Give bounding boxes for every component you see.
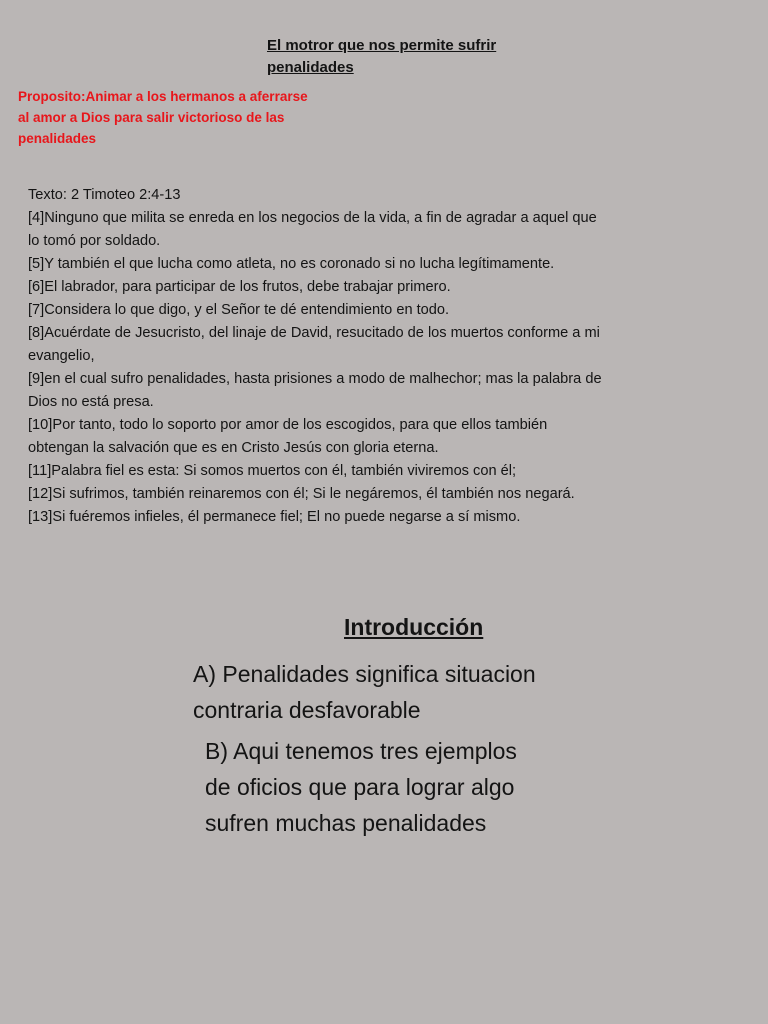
intro-point-line: A) Penalidades significa situacion [193, 661, 536, 687]
intro-point-line: de oficios que para lograr algo [205, 774, 515, 800]
verse-line: lo tomó por soldado. [28, 233, 161, 249]
verse-line: [12]Si sufrimos, también reinaremos con él; Si le negáremos, él también nos negará. [28, 486, 575, 502]
verse-line: [11]Palabra fiel es esta: Si somos muertos con él, también viviremos con él; [28, 463, 517, 479]
intro-point-line: sufren muchas penalidades [205, 810, 487, 836]
purpose-line: penalidades [18, 131, 97, 146]
verse-line: [13]Si fuéremos infieles, él permanece fiel; El no puede negarse a sí mismo. [28, 509, 521, 525]
intro-point-line: B) Aqui tenemos tres ejemplos [205, 738, 517, 764]
verse-line: [10]Por tanto, todo lo soporto por amor de los escogidos, para que ellos también [28, 417, 548, 433]
verse-line: [8]Acuérdate de Jesucristo, del linaje de David, resucitado de los muertos conforme a mi [28, 325, 600, 341]
verse-line: obtengan la salvación que es en Cristo Jesús con gloria eterna. [28, 440, 439, 456]
intro-point-line: contraria desfavorable [193, 697, 421, 723]
purpose-line: al amor a Dios para salir victorioso de las [18, 110, 285, 125]
verse-line: [6]El labrador, para participar de los frutos, debe trabajar primero. [28, 279, 451, 295]
verse-line: [9]en el cual sufro penalidades, hasta prisiones a modo de malhechor; mas la palabra de [28, 371, 602, 387]
intro-point-b [205, 733, 517, 841]
sermon-title-line: El motror que nos permite sufrir [267, 37, 497, 54]
scripture-reference: Texto: 2 Timoteo 2:4-13 [28, 187, 181, 203]
sermon-title [267, 35, 557, 79]
verse-line: evangelio, [28, 348, 95, 364]
verse-line: [5]Y también el que lucha como atleta, no es coronado si no lucha legítimamente. [28, 256, 555, 272]
sermon-title-line: penalidades [267, 59, 354, 76]
intro-point-a [193, 656, 536, 728]
verse-line: [7]Considera lo que digo, y el Señor te dé entendimiento en todo. [28, 302, 450, 318]
scripture-passage [28, 184, 748, 529]
verse-line: Dios no está presa. [28, 394, 154, 410]
verse-line: [4]Ninguno que milita se enreda en los negocios de la vida, a fin de agradar a aquel que [28, 210, 597, 226]
purpose-statement [18, 86, 348, 149]
purpose-line: Proposito:Animar a los hermanos a aferrarse [18, 89, 308, 104]
introduction-heading: Introducción [344, 614, 484, 640]
